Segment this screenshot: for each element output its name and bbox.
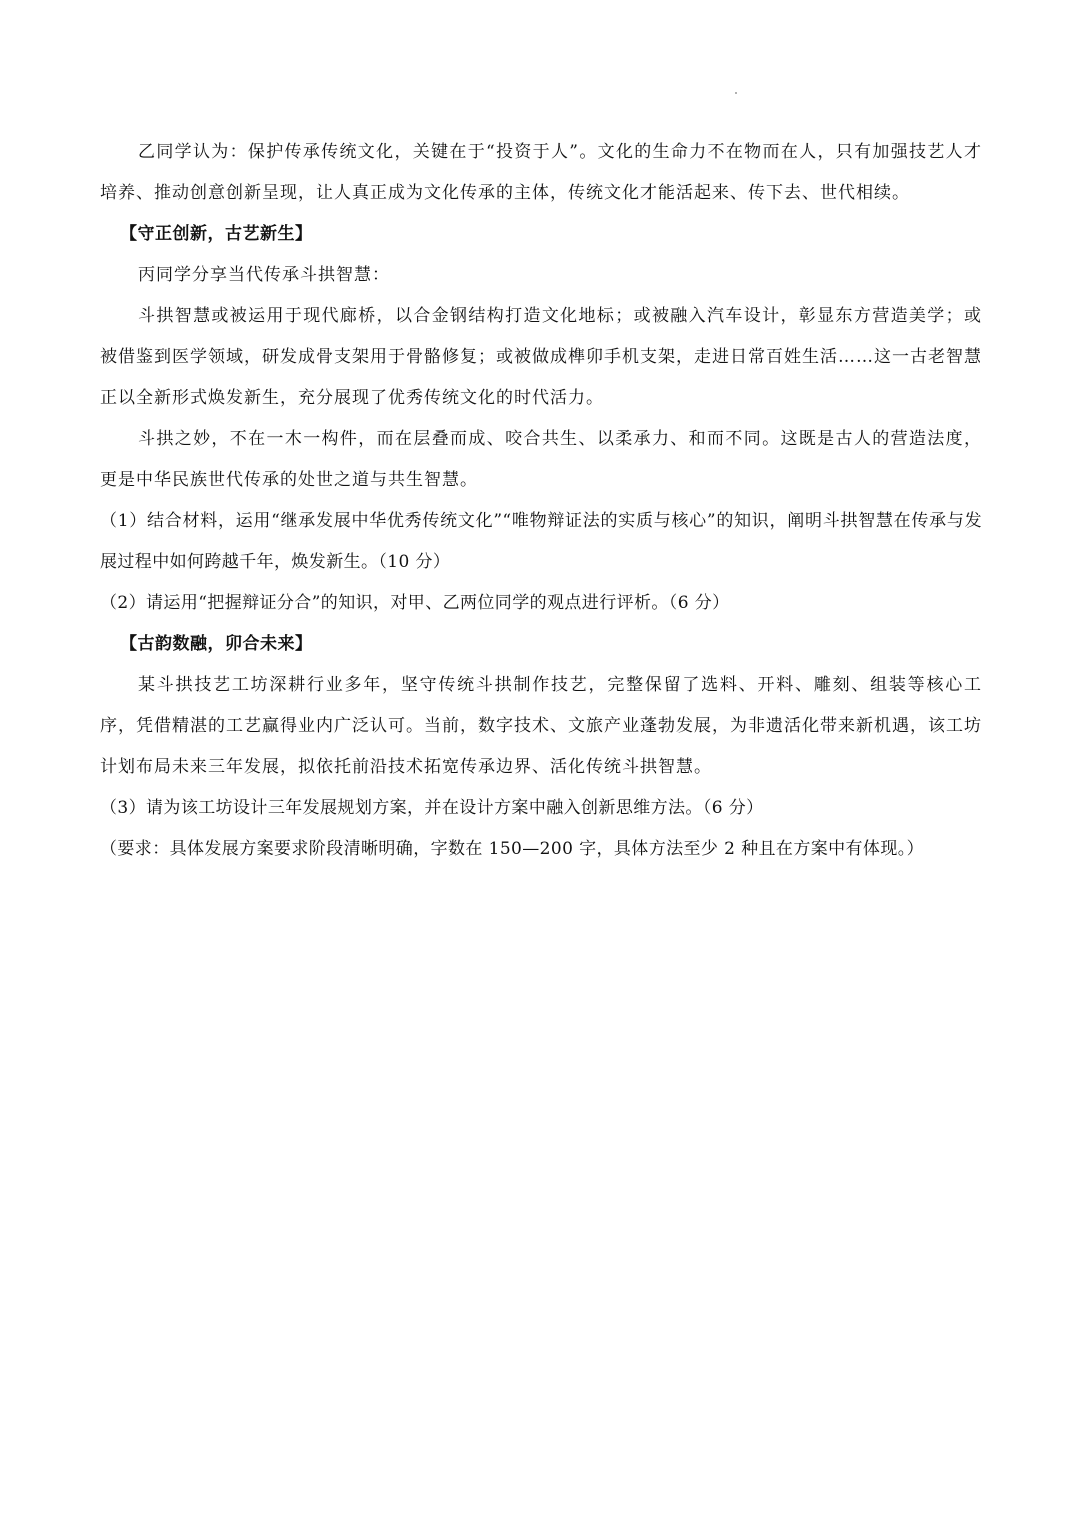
- question-3: （3）请为该工坊设计三年发展规划方案，并在设计方案中融入创新思维方法。（6 分）: [100, 798, 764, 818]
- paragraph-workshop: 某斗拱技艺工坊深耕行业多年，坚守传统斗拱制作技艺，完整保留了选料、开料、雕刻、组装等核心工序，凭借精湛的工艺赢得业内广泛认可。当前，数字技术、文旅产业蓬勃发展，为非遗活化带来新机遇，该工坊计划布局未来三年发展，拟依托前沿技术拓宽传承边界、活化传统斗拱智慧。: [100, 675, 982, 777]
- paragraph-student-b-view: 乙同学认为：保护传承传统文化，关键在于“投资于人”。文化的生命力不在物而在人，只有加强技艺人才培养、推动创意创新呈现，让人真正成为文化传承的主体，传统文化才能活起来、传下去、世代相续。: [100, 142, 982, 203]
- paragraph-dougong-applications: 斗拱智慧或被运用于现代廊桥，以合金钢结构打造文化地标；或被融入汽车设计，彰显东方营造美学；或被借鉴到医学领域，研发成骨支架用于骨骼修复；或被做成榫卯手机支架，走进日常百姓生活……这一古老智慧正以全新形式焕发新生，充分展现了优秀传统文化的时代活力。: [100, 306, 982, 408]
- document-page: [100, 132, 982, 870]
- paragraph-student-c-intro: 丙同学分享当代传承斗拱智慧：: [138, 265, 390, 285]
- section-heading-innovation: 【守正创新，古艺新生】: [120, 224, 313, 244]
- question-2: （2）请运用“把握辩证分合”的知识，对甲、乙两位同学的观点进行评析。（6 分）: [100, 593, 730, 613]
- question-3-requirements: （要求：具体发展方案要求阶段清晰明确，字数在 150—200 字，具体方法至少 2 种且在方案中有体现。）: [100, 839, 925, 859]
- question-1: （1）结合材料，运用“继承发展中华优秀传统文化”“唯物辩证法的实质与核心”的知识，阐明斗拱智慧在传承与发展过程中如何跨越千年，焕发新生。（10 分）: [100, 511, 982, 572]
- paragraph-dougong-wisdom: 斗拱之妙，不在一木一构件，而在层叠而成、咬合共生、以柔承力、和而不同。这既是古人的营造法度，更是中华民族世代传承的处世之道与共生智慧。: [100, 429, 982, 490]
- scan-speck: [735, 92, 737, 94]
- section-heading-future: 【古韵数融，卯合未来】: [120, 634, 313, 654]
